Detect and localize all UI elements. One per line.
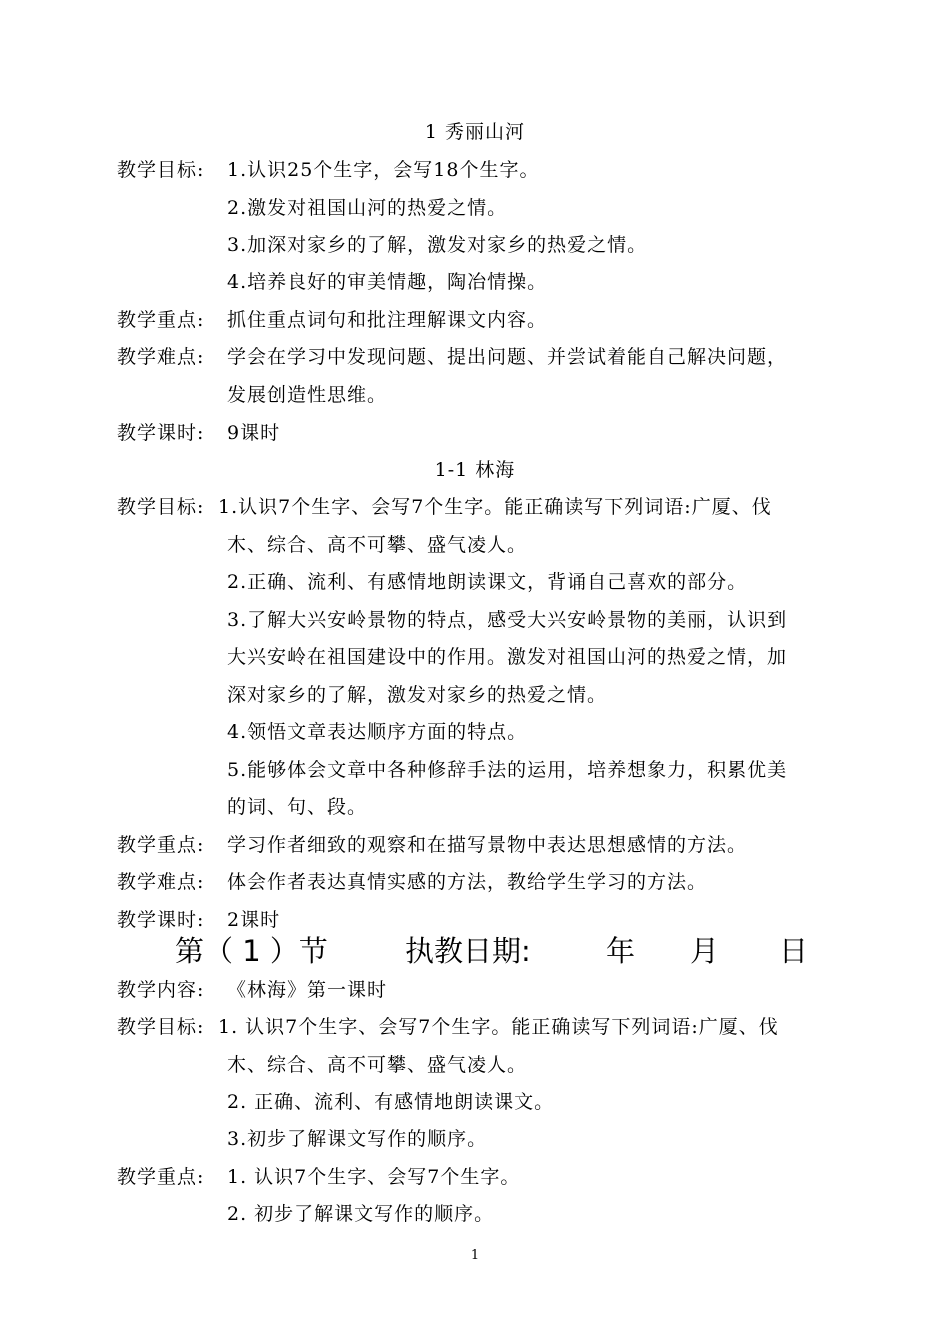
hours-text: 2课时 [227, 909, 281, 931]
day-label: 日 [779, 934, 809, 968]
goals-label: 教学目标: [117, 159, 205, 181]
focus-text: 学习作者细致的观察和在描写景物中表达思想感情的方法。 [227, 834, 748, 856]
page-number: 1 [470, 1248, 480, 1263]
difficulty-label: 教学难点: [117, 346, 205, 368]
section-title: 1-1 林海 [434, 459, 516, 481]
content-text: 《林海》第一课时 [227, 979, 388, 1001]
date-label: 执教日期: [405, 934, 531, 968]
month-label: 月 [690, 934, 720, 968]
goal-item: 1. 认识7个生字、会写7个生字。能正确读写下列词语:广厦、伐 [218, 1016, 779, 1038]
goal-item: 5.能够体会文章中各种修辞手法的运用，培养想象力，积累优美 [227, 759, 788, 781]
goal-item: 深对家乡的了解，激发对家乡的热爱之情。 [227, 684, 608, 706]
hours-label: 教学课时: [117, 909, 205, 931]
goal-item: 2.正确、流利、有感情地朗读课文，背诵自己喜欢的部分。 [227, 571, 748, 593]
section-title: 1 秀丽山河 [424, 121, 526, 143]
goal-item: 木、综合、高不可攀、盛气凌人。 [227, 534, 528, 556]
hours-text: 9课时 [227, 422, 281, 444]
hours-label: 教学课时: [117, 422, 205, 444]
focus-text: 1. 认识7个生字、会写7个生字。 [227, 1166, 521, 1188]
difficulty-label: 教学难点: [117, 871, 205, 893]
difficulty-text: 体会作者表达真情实感的方法，教给学生学习的方法。 [227, 871, 708, 893]
goal-item: 的词、句、段。 [227, 796, 368, 818]
lesson-number: 第（ 1 ）节 [175, 934, 328, 968]
focus-text: 2. 初步了解课文写作的顺序。 [227, 1203, 495, 1225]
content-label: 教学内容: [117, 979, 205, 1001]
focus-label: 教学重点: [117, 309, 205, 331]
goal-item: 大兴安岭在祖国建设中的作用。激发对祖国山河的热爱之情，加 [227, 646, 788, 668]
goal-item: 3.初步了解课文写作的顺序。 [227, 1128, 488, 1150]
goal-item: 1.认识25个生字，会写18个生字。 [227, 159, 540, 181]
goal-item: 3.了解大兴安岭景物的特点，感受大兴安岭景物的美丽，认识到 [227, 609, 788, 631]
goal-item: 木、综合、高不可攀、盛气凌人。 [227, 1054, 528, 1076]
focus-label: 教学重点: [117, 834, 205, 856]
goal-item: 4.培养良好的审美情趣，陶冶情操。 [227, 271, 548, 293]
difficulty-text: 学会在学习中发现问题、提出问题、并尝试着能自己解决问题， [227, 346, 788, 368]
year-label: 年 [606, 934, 636, 968]
goal-item: 4.领悟文章表达顺序方面的特点。 [227, 721, 528, 743]
goal-item: 2.激发对祖国山河的热爱之情。 [227, 197, 508, 219]
focus-text: 抓住重点词句和批注理解课文内容。 [227, 309, 548, 331]
goal-item: 3.加深对家乡的了解，激发对家乡的热爱之情。 [227, 234, 648, 256]
focus-label: 教学重点: [117, 1166, 205, 1188]
goals-label: 教学目标: [117, 1016, 205, 1038]
difficulty-text: 发展创造性思维。 [227, 384, 388, 406]
goals-label: 教学目标: [117, 496, 205, 518]
goal-item: 2. 正确、流利、有感情地朗读课文。 [227, 1091, 555, 1113]
goal-item: 1.认识7个生字、会写7个生字。能正确读写下列词语:广厦、伐 [218, 496, 772, 518]
